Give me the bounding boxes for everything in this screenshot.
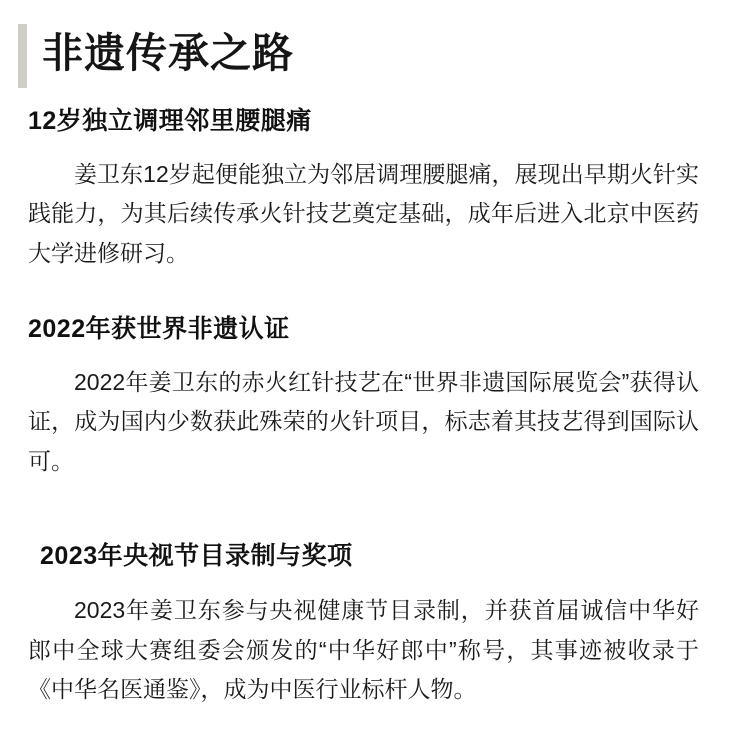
section-body: 2023年姜卫东参与央视健康节目录制，并获首届诚信中华好郎中全球大赛组委会颁发的“中华好郎中”称号，其事迹被收录于《中华名医通鉴》，成为中医行业标杆人物。 — [28, 597, 699, 703]
section-milestone-2 — [0, 311, 729, 481]
section-milestone-1 — [0, 103, 729, 273]
section-heading: 2022年获世界非遗认证 — [28, 315, 290, 344]
section-milestone-3 — [0, 538, 729, 710]
page-title: 非遗传承之路 — [42, 30, 294, 76]
title-accent-bar — [18, 24, 27, 88]
section-body: 2022年姜卫东的赤火红针技艺在“世界非遗国际展览会”获得认证，成为国内少数获此殊荣的火针项目，标志着其技艺得到国际认可。 — [28, 368, 699, 474]
section-body: 姜卫东12岁起便能独立为邻居调理腰腿痛，展现出早期火针实践能力，为其后续传承火针技艺奠定基础，成年后进入北京中医药大学进修研习。 — [28, 160, 699, 266]
section-heading: 12岁独立调理邻里腰腿痛 — [28, 107, 312, 136]
title-block — [18, 0, 729, 79]
section-heading: 2023年央视节目录制与奖项 — [40, 541, 353, 570]
